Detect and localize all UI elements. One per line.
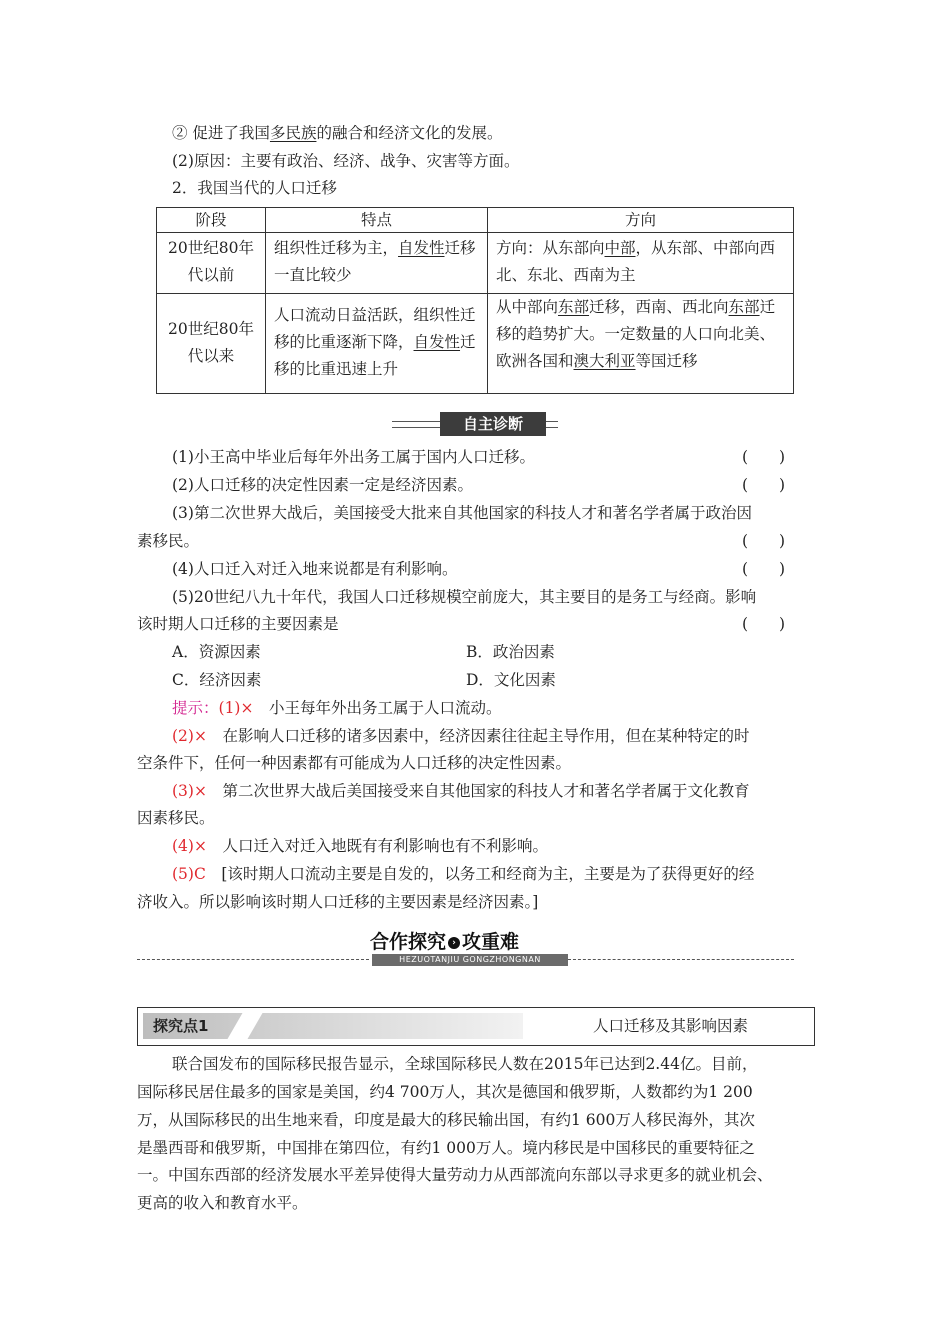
arrow-circle-icon: ›: [448, 937, 460, 949]
dashed-rule-left: [137, 959, 369, 960]
cell-text: 等国迁移: [635, 352, 698, 370]
banner-title-part: 合作探究: [370, 931, 447, 953]
underlined-term: 东部: [558, 298, 590, 316]
underlined-term: 自发性: [398, 239, 445, 257]
answer-blank: ( ): [742, 532, 786, 550]
feature-cell: [266, 233, 488, 294]
question-1: (1)小王高中毕业后每年外出务工属于国内人口迁移。: [172, 448, 535, 466]
answer-blank: ( ): [742, 615, 786, 633]
question-3: (3)第二次世界大战后，美国接受大批来自其他国家的科技人才和著名学者属于政治因: [172, 504, 752, 522]
answer-blank: ( ): [742, 476, 786, 494]
answer-blank: ( ): [742, 448, 786, 466]
hint-2: [172, 725, 749, 747]
cell-text: 迁移的趋势扩大。一定数量的人口向北美、欧洲各国和: [496, 298, 776, 370]
cell-text: 方向：从东部向: [496, 239, 605, 257]
intro-line-2: (2)原因：主要有政治、经济、战争、灾害等方面。: [172, 152, 520, 170]
passage-line: 万，从国际移民的出生地来看，印度是最大的移民输出国，有约1 600万人移民海外，其次: [137, 1111, 755, 1129]
hint-3: [172, 780, 749, 802]
passage-line: 是墨西哥和俄罗斯，中国排在第四位，有约1 000万人。境内移民是中国移民的重要特征之: [137, 1139, 755, 1157]
option-b: B．政治因素: [466, 643, 555, 661]
probe-box: [137, 1007, 815, 1046]
underlined-term: 自发性: [413, 333, 461, 351]
hint-5: [172, 863, 754, 885]
cell-text: 迁移一直比较少: [274, 239, 476, 284]
cell-text: 人口流动日益活跃，组织性迁移的比重逐渐下降，: [274, 306, 476, 351]
option-d: D．文化因素: [466, 671, 556, 689]
self-diagnosis-badge: 自主诊断: [440, 412, 546, 436]
hint-text: 在影响人口迁移的诸多因素中，经济因素往往起主导作用，但在某种特定的时: [222, 727, 750, 745]
stage-cell: 20世纪80年代以来: [157, 294, 266, 394]
answer-blank: ( ): [742, 560, 786, 578]
section-banner-title: [370, 930, 564, 954]
cell-text: 从中部向: [496, 298, 559, 316]
hint-5-cont: 济收入。所以影响该时期人口迁移的主要因素是经济因素。]: [137, 893, 539, 911]
probe-tab-slant: [227, 1013, 262, 1039]
probe-tab: [143, 1013, 523, 1039]
hint-mark: (5)C: [172, 865, 206, 883]
hint-1: [172, 697, 502, 719]
cell-text: 迁移的比重迅速上升: [274, 333, 476, 378]
table-row: [157, 233, 794, 294]
probe-label: 探究点1: [153, 1017, 209, 1035]
cell-text: 迁移，西南、西北向: [589, 298, 729, 316]
badge-rule-left: [392, 421, 440, 428]
intro-text: ② 促进了我国: [172, 124, 270, 142]
hint-text: 第二次世界大战后美国接受来自其他国家的科技人才和著名学者属于文化教育: [222, 782, 750, 800]
table-header-row: [157, 208, 794, 233]
option-c: C．经济因素: [172, 671, 262, 689]
question-5: (5)20世纪八九十年代，我国人口迁移规模空前庞大，其主要目的是务工与经商。影响: [172, 588, 757, 606]
hint-label: 提示：: [172, 699, 219, 717]
hint-text: [该时期人口流动主要是自发的，以务工和经商为主，主要是为了获得更好的经: [221, 865, 755, 883]
passage-line: 一。中国东西部的经济发展水平差异使得大量劳动力从西部流向东部以寻求更多的就业机会、: [137, 1166, 773, 1184]
hint-mark: (4)×: [172, 837, 207, 855]
underlined-term: 多民族: [269, 124, 317, 142]
passage-line: 更高的收入和教育水平。: [137, 1194, 308, 1212]
dashed-rule-right: [568, 959, 794, 960]
question-2: (2)人口迁移的决定性因素一定是经济因素。: [172, 476, 473, 494]
section-heading: 2．我国当代的人口迁移: [172, 179, 337, 197]
table-row: [157, 294, 794, 394]
underlined-term: 东部: [728, 298, 760, 316]
underlined-term: 中部: [604, 239, 636, 257]
option-a: A．资源因素: [172, 643, 261, 661]
header-stage: 阶段: [157, 208, 266, 233]
passage-line: 联合国发布的国际移民报告显示，全球国际移民人数在2015年已达到2.44亿。目前，: [172, 1055, 758, 1073]
hint-text: 人口迁入对迁入地既有有利影响也有不利影响。: [222, 837, 548, 855]
stage-cell: 20世纪80年代以前: [157, 233, 266, 294]
header-feature: 特点: [266, 208, 488, 233]
passage-line: 国际移民居住最多的国家是美国，约4 700万人，其次是德国和俄罗斯，人数都约为1 200: [137, 1083, 753, 1101]
hint-2-cont: 空条件下，任何一种因素都有可能成为人口迁移的决定性因素。: [137, 754, 572, 772]
migration-table: [156, 207, 794, 394]
hint-text: 小王每年外出务工属于人口流动。: [268, 699, 502, 717]
hint-mark: (2)×: [172, 727, 207, 745]
banner-title-part: 攻重难: [462, 931, 520, 953]
cell-text: 组织性迁移为主，: [274, 239, 399, 257]
direction-cell: [488, 294, 794, 394]
question-4: (4)人口迁入对迁入地来说都是有利影响。: [172, 560, 458, 578]
header-direction: 方向: [488, 208, 794, 233]
intro-text: 的融合和经济文化的发展。: [316, 124, 503, 142]
section-banner-subtitle: HEZUOTANJIU GONGZHONGNAN: [372, 954, 568, 966]
cell-text: ，从东部、中部向西北、东北、西南为主: [496, 239, 776, 284]
question-3-cont: 素移民。: [137, 532, 200, 550]
question-5-cont: 该时期人口迁移的主要因素是: [137, 615, 339, 633]
underlined-term: 澳大利亚: [573, 352, 636, 370]
intro-line-1: [172, 122, 502, 144]
hint-mark: (3)×: [172, 782, 207, 800]
feature-cell: [266, 294, 488, 394]
hint-3-cont: 因素移民。: [137, 809, 215, 827]
hint-4: [172, 835, 548, 857]
hint-mark: (1)×: [218, 699, 254, 717]
direction-cell: [488, 233, 794, 294]
badge-rule-right: [546, 421, 558, 428]
probe-title: 人口迁移及其影响因素: [593, 1017, 749, 1035]
